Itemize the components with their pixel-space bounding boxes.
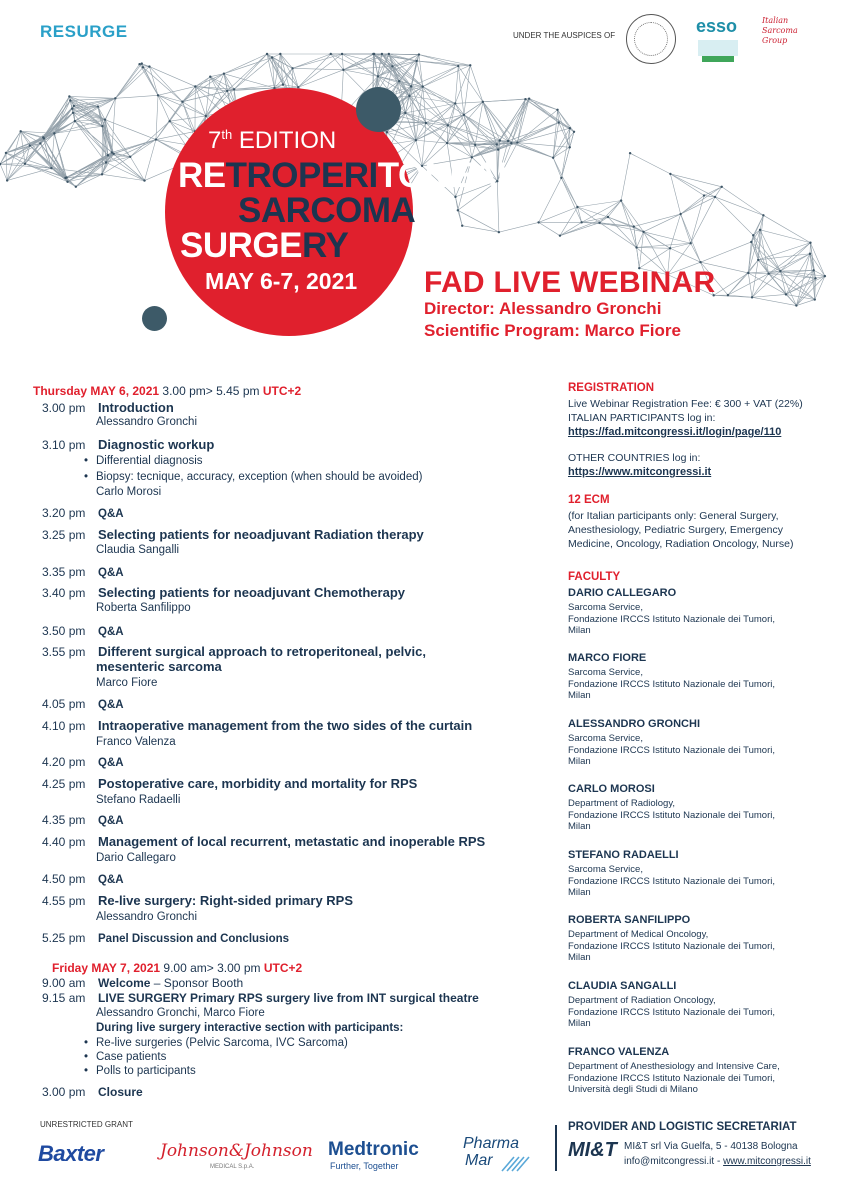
item-time: 4.40 pm xyxy=(42,835,86,849)
title-part: RE xyxy=(178,156,226,195)
item-time: 3.40 pm xyxy=(42,586,86,600)
isg-logo: Italian Sarcoma Group xyxy=(762,16,798,45)
item-title: Closure xyxy=(98,1085,143,1099)
item-bullet: • Re-live surgeries (Pelvic Sarcoma, IVC Sarcoma) xyxy=(84,1036,348,1050)
program-item xyxy=(42,872,124,888)
faculty-affiliation: Department of Radiation Oncology, xyxy=(568,995,716,1006)
ecm-line: Medicine, Oncology, Radiation Oncology, Nurse) xyxy=(568,538,794,550)
ecm-heading: 12 ECM xyxy=(568,494,610,506)
faculty-affiliation: Sarcoma Service, xyxy=(568,667,643,678)
italian-login-link[interactable]: https://fad.mitcongressi.it/login/page/110 xyxy=(568,426,782,438)
faculty-affiliation: Milan xyxy=(568,821,591,832)
title-line-3 xyxy=(180,228,348,264)
item-speaker: Dario Callegaro xyxy=(96,852,176,864)
item-title: Selecting patients for neoadjuvant Chemotherapy xyxy=(98,585,405,600)
baxter-logo: Baxter xyxy=(38,1141,104,1166)
item-time: 3.00 pm xyxy=(42,1085,86,1099)
item-note: – Sponsor Booth xyxy=(150,976,244,990)
day1-tz: UTC+2 xyxy=(262,384,302,398)
pharmamar-line: Mar xyxy=(465,1152,493,1169)
program-item xyxy=(42,644,426,660)
item-title: Panel Discussion and Conclusions xyxy=(98,933,290,945)
faculty-affiliation: Department of Radiology, xyxy=(568,798,676,809)
item-bullet: • Case patients xyxy=(84,1050,166,1064)
item-title: Q&A xyxy=(98,567,124,579)
item-time: 9.15 am xyxy=(42,991,86,1005)
item-title: Q&A xyxy=(98,757,124,769)
item-title: Welcome xyxy=(98,976,151,990)
title-line-2: SARCOMA xyxy=(238,191,416,230)
item-time: 3.55 pm xyxy=(42,645,86,659)
faculty-affiliation: Sarcoma Service, xyxy=(568,864,643,875)
item-time: 4.20 pm xyxy=(42,755,86,769)
item-time: 4.05 pm xyxy=(42,697,86,711)
faculty-affiliation: Sarcoma Service, xyxy=(568,733,643,744)
program-item xyxy=(42,527,424,543)
item-time: 3.25 pm xyxy=(42,528,86,542)
faculty-affiliation: Sarcoma Service, xyxy=(568,602,643,613)
day2-time: 9.00 am> 3.00 pm xyxy=(163,961,261,975)
program-item xyxy=(42,893,353,909)
day1-date: Thursday MAY 6, 2021 xyxy=(33,384,160,398)
faculty-name: ROBERTA SANFILIPPO xyxy=(568,914,691,926)
mit-logo: MI&T xyxy=(568,1139,617,1161)
item-title: Q&A xyxy=(98,699,124,711)
address-line: MI&T srl Via Guelfa, 5 - 40138 Bologna xyxy=(624,1141,798,1152)
faculty-affiliation: Milan xyxy=(568,887,591,898)
faculty-affiliation: Fondazione IRCCS Istituto Nazionale dei Tumori, xyxy=(568,809,775,821)
item-title: Q&A xyxy=(98,626,124,638)
program-item xyxy=(42,624,124,640)
program-item xyxy=(42,776,417,792)
title-line-1 xyxy=(178,158,518,194)
faculty-affiliation: Fondazione IRCCS Istituto Nazionale dei Tumori, xyxy=(568,940,775,952)
item-title: Different surgical approach to retroperitoneal, pelvic, xyxy=(98,644,426,659)
italian-login-label: ITALIAN PARTICIPANTS log in: xyxy=(568,412,716,424)
director-line: Director: Alessandro Gronchi xyxy=(424,299,662,318)
faculty-affiliation: Milan xyxy=(568,1018,591,1029)
website-link[interactable]: www.mitcongressi.it xyxy=(723,1156,811,1167)
program-item xyxy=(42,931,289,947)
item-time: 4.35 pm xyxy=(42,813,86,827)
pharmamar-line: Pharma xyxy=(463,1135,520,1152)
program-item xyxy=(42,813,124,829)
item-title-cont: mesenteric sarcoma xyxy=(96,659,222,674)
item-time: 9.00 am xyxy=(42,976,86,990)
item-title: Diagnostic workup xyxy=(98,437,215,452)
contact-line xyxy=(624,1154,811,1169)
faculty-name: ALESSANDRO GRONCHI xyxy=(568,718,701,730)
day2-header xyxy=(52,961,302,975)
item-speaker: Franco Valenza xyxy=(96,736,176,748)
program-item xyxy=(42,718,472,734)
item-speaker: Stefano Radaelli xyxy=(96,794,181,806)
item-speaker: Alessandro Gronchi xyxy=(96,911,197,923)
item-title: Postoperative care, morbidity and mortality for RPS xyxy=(98,776,418,791)
esso-logo-text: esso xyxy=(696,16,738,36)
faculty-affiliation: Fondazione IRCCS Istituto Nazionale dei Tumori, xyxy=(568,613,775,625)
day2-date: Friday MAY 7, 2021 xyxy=(52,961,161,975)
title-part: SURGE xyxy=(180,226,302,265)
program-item xyxy=(42,565,124,581)
edition-label xyxy=(208,127,336,155)
faculty-name: DARIO CALLEGARO xyxy=(568,587,677,599)
item-bullet: • Biopsy: tecnique, accuracy, exception (when should be avoided) xyxy=(84,470,422,484)
item-time: 3.20 pm xyxy=(42,506,86,520)
program-item xyxy=(42,697,124,713)
item-time: 3.50 pm xyxy=(42,624,86,638)
faculty-name: STEFANO RADAELLI xyxy=(568,849,679,861)
separator: - xyxy=(714,1156,724,1167)
item-speaker: Marco Fiore xyxy=(96,677,158,689)
johnson-johnson-logo: Johnson&Johnson xyxy=(160,1141,313,1161)
day1-header xyxy=(33,384,301,398)
title-part: TONEAL xyxy=(377,156,518,195)
other-login-link[interactable]: https://www.mitcongressi.it xyxy=(568,466,712,478)
faculty-affiliation: Department of Anesthesiology and Intensive Care, xyxy=(568,1061,780,1072)
auspices-label: UNDER THE AUSPICES OF xyxy=(513,31,616,40)
item-title: Q&A xyxy=(98,874,124,886)
footer-divider xyxy=(555,1125,557,1171)
faculty-affiliation: Fondazione IRCCS Istituto Nazionale dei Tumori, xyxy=(568,678,775,690)
item-speaker: Carlo Morosi xyxy=(96,486,162,498)
item-time: 4.50 pm xyxy=(42,872,86,886)
program-item xyxy=(42,506,124,522)
item-title: Management of local recurrent, metastatic and inoperable RPS xyxy=(98,834,486,849)
faculty-name: CARLO MOROSI xyxy=(568,783,655,795)
faculty-affiliation: Milan xyxy=(568,756,591,767)
faculty-affiliation: Fondazione IRCCS Istituto Nazionale dei Tumori, xyxy=(568,744,775,756)
faculty-affiliation: Milan xyxy=(568,952,591,963)
item-time: 3.35 pm xyxy=(42,565,86,579)
item-time: 4.10 pm xyxy=(42,719,86,733)
provider-address xyxy=(624,1139,811,1169)
title-part: TROPERI xyxy=(225,156,378,195)
decor-dot xyxy=(142,306,167,331)
item-speaker: Roberta Sanfilippo xyxy=(96,602,191,614)
faculty-affiliation: Fondazione IRCCS Istituto Nazionale dei Tumori, xyxy=(568,875,775,887)
scientific-program-line: Scientific Program: Marco Fiore xyxy=(424,321,681,340)
item-time: 4.25 pm xyxy=(42,777,86,791)
program-item xyxy=(42,755,124,771)
item-speaker: Alessandro Gronchi, Marco Fiore xyxy=(96,1007,265,1019)
title-part: RY xyxy=(301,226,349,265)
faculty-affiliation: Milan xyxy=(568,690,591,701)
day2-tz: UTC+2 xyxy=(263,961,303,975)
program-item xyxy=(42,991,479,1006)
medtronic-logo: Medtronic xyxy=(328,1139,419,1160)
ecm-line: Anesthesiology, Pediatric Surgery, Emergency xyxy=(568,524,783,536)
edition-word: EDITION xyxy=(238,127,337,154)
faculty-affiliation: Università degli Studi di Milano xyxy=(568,1084,698,1095)
item-interactive-note: During live surgery interactive section with participants: xyxy=(96,1022,404,1034)
johnson-johnson-sub: MEDICAL S.p.A. xyxy=(210,1164,255,1170)
edition-number: 7 xyxy=(208,127,222,154)
faculty-name: CLAUDIA SANGALLI xyxy=(568,980,677,992)
program-item xyxy=(42,834,485,850)
registration-heading: REGISTRATION xyxy=(568,382,655,394)
program-item xyxy=(42,585,405,601)
program-item xyxy=(42,1085,143,1100)
resurge-logo: RESURGE xyxy=(40,22,128,41)
edition-suffix: th xyxy=(221,127,233,142)
ecm-line: (for Italian participants only: General Surgery, xyxy=(568,510,779,522)
item-time: 4.55 pm xyxy=(42,894,86,908)
other-login-label: OTHER COUNTRIES log in: xyxy=(568,452,701,464)
day1-time: 3.00 pm> 5.45 pm xyxy=(162,384,260,398)
item-time: 5.25 pm xyxy=(42,931,86,945)
faculty-affiliation: Department of Medical Oncology, xyxy=(568,929,709,940)
item-speaker: Claudia Sangalli xyxy=(96,544,180,556)
registration-fee: Live Webinar Registration Fee: € 300 + VAT (22%) xyxy=(568,398,803,410)
faculty-affiliation: Fondazione IRCCS Istituto Nazionale dei Tumori, xyxy=(568,1072,775,1084)
faculty-affiliation: Milan xyxy=(568,625,591,636)
grant-label: UNRESTRICTED GRANT xyxy=(40,1120,133,1129)
item-bullet: • Differential diagnosis xyxy=(84,454,203,468)
item-title: Selecting patients for neoadjuvant Radiation therapy xyxy=(98,527,424,542)
item-title: Introduction xyxy=(98,400,174,415)
item-time: 3.10 pm xyxy=(42,438,86,452)
webinar-title: FAD LIVE WEBINAR xyxy=(424,266,716,299)
medtronic-tagline: Further, Together xyxy=(330,1161,399,1171)
program-item xyxy=(42,976,243,991)
faculty-name: FRANCO VALENZA xyxy=(568,1046,670,1058)
item-title: Q&A xyxy=(98,815,124,827)
item-title: Q&A xyxy=(98,508,124,520)
item-title: Re-live surgery: Right-sided primary RPS xyxy=(98,893,354,908)
provider-heading: PROVIDER AND LOGISTIC SECRETARIAT xyxy=(568,1121,797,1133)
faculty-name: MARCO FIORE xyxy=(568,652,647,664)
item-speaker: Alessandro Gronchi xyxy=(96,416,197,428)
item-time: 3.00 pm xyxy=(42,401,86,415)
faculty-affiliation: Fondazione IRCCS Istituto Nazionale dei Tumori, xyxy=(568,1006,775,1018)
decor-dot xyxy=(356,87,401,132)
event-dates: MAY 6-7, 2021 xyxy=(205,268,358,294)
item-title: Intraoperative management from the two sides of the curtain xyxy=(98,718,473,733)
program-item xyxy=(42,400,174,416)
faculty-heading: FACULTY xyxy=(568,571,621,583)
program-item xyxy=(42,437,214,453)
email-link[interactable]: info@mitcongressi.it xyxy=(624,1156,715,1167)
pharmamar-wave-icon xyxy=(500,1155,530,1173)
item-title: LIVE SURGERY Primary RPS surgery live from INT surgical theatre xyxy=(98,991,479,1005)
item-bullet: • Polls to participants xyxy=(84,1064,196,1078)
